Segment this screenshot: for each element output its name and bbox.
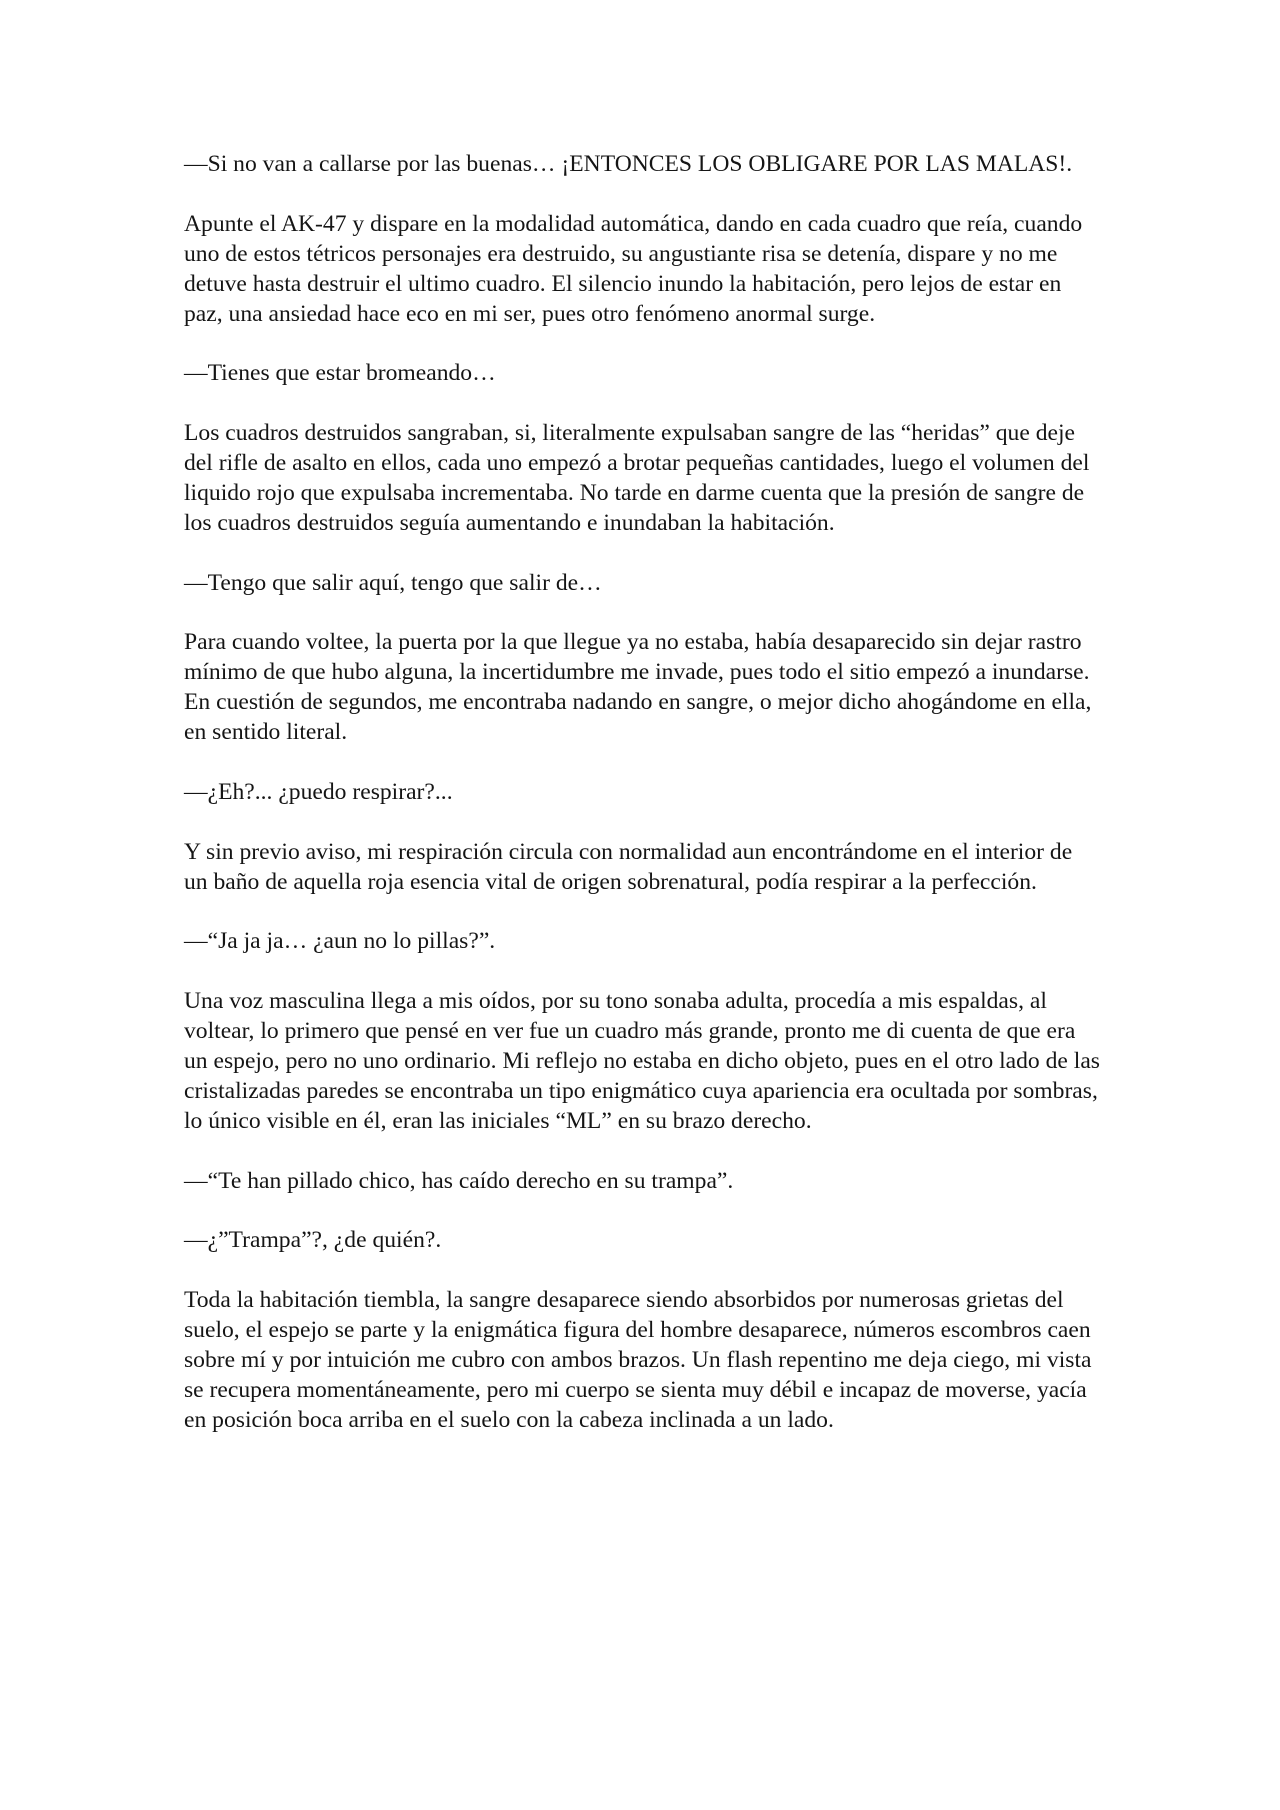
paragraph-dialogue: —¿”Trampa”?, ¿de quién?. — [184, 1227, 442, 1254]
paragraph-dialogue: —“Ja ja ja… ¿aun no lo pillas?”. — [184, 928, 496, 955]
paragraph-dialogue: —Si no van a callarse por las buenas… ¡ENTONCES LOS OBLIGARE POR LAS MALAS!. — [184, 151, 1073, 177]
paragraph-narration: Y sin previo aviso, mi respiración circula con normalidad aun encontrándome en el interior de un baño de aquella roja esencia vital de origen sobrenatural, podía respirar a la perfección. — [184, 838, 1073, 895]
paragraph-narration: Una voz masculina llega a mis oídos, por su tono sonaba adulta, procedía a mis espaldas, al voltear, lo primero que pensé en ver fue un cuadro más grande, pronto me di cuenta de que era un espejo, pero no uno ordinario. Mi reflejo no estaba en dicho objeto, pues en el otro lado de las cristalizadas paredes se encontraba un tipo enigmático cuya apariencia era ocultada por sombras, lo único visible en él, eran las iniciales “ML” en su brazo derecho. — [184, 988, 1100, 1134]
paragraph-dialogue: —¿Eh?... ¿puedo respirar?... — [184, 778, 453, 805]
paragraph-dialogue: —Tienes que estar bromeando… — [184, 360, 496, 387]
paragraph-narration: Para cuando voltee, la puerta por la que llegue ya no estaba, había desaparecido sin dejar rastro mínimo de que hubo alguna, la incertidumbre me invade, pues todo el sitio empezó a inundarse. En cuestión de segundos, me encontraba nadando en sangre, o mejor dicho ahogándome en ella, en sentido literal. — [184, 629, 1092, 746]
paragraph-narration: Apunte el AK-47 y dispare en la modalidad automática, dando en cada cuadro que reía, cuando uno de estos tétricos personajes era destruido, su angustiante risa se detenía, dispare y no me detuve hasta destruir el ultimo cuadro. El silencio inundo la habitación, pero lejos de estar en paz, una ansiedad hace eco en mi ser, pues otro fenómeno anormal surge. — [184, 210, 1083, 327]
document-page — [184, 150, 1100, 1436]
paragraph-dialogue: —Tengo que salir aquí, tengo que salir de… — [184, 569, 602, 596]
paragraph-dialogue: —“Te han pillado chico, has caído derecho en su trampa”. — [184, 1167, 734, 1194]
paragraph-narration: Los cuadros destruidos sangraban, si, literalmente expulsaban sangre de las “heridas” que deje del rifle de asalto en ellos, cada uno empezó a brotar pequeñas cantidades, luego el volumen del liquido rojo que expulsaba incrementaba. No tarde en darme cuenta que la presión de sangre de los cuadros destruidos seguía aumentando e inundaban la habitación. — [184, 420, 1090, 536]
paragraph-narration: Toda la habitación tiembla, la sangre desaparece siendo absorbidos por numerosas grietas del suelo, el espejo se parte y la enigmática figura del hombre desaparece, números escombros caen sobre mí y por intuición me cubro con ambos brazos. Un flash repentino me deja ciego, mi vista se recupera momentáneamente, pero mi cuerpo se sienta muy débil e incapaz de moverse, yacía en posición boca arriba en el suelo con la cabeza inclinada a un lado. — [184, 1287, 1092, 1433]
